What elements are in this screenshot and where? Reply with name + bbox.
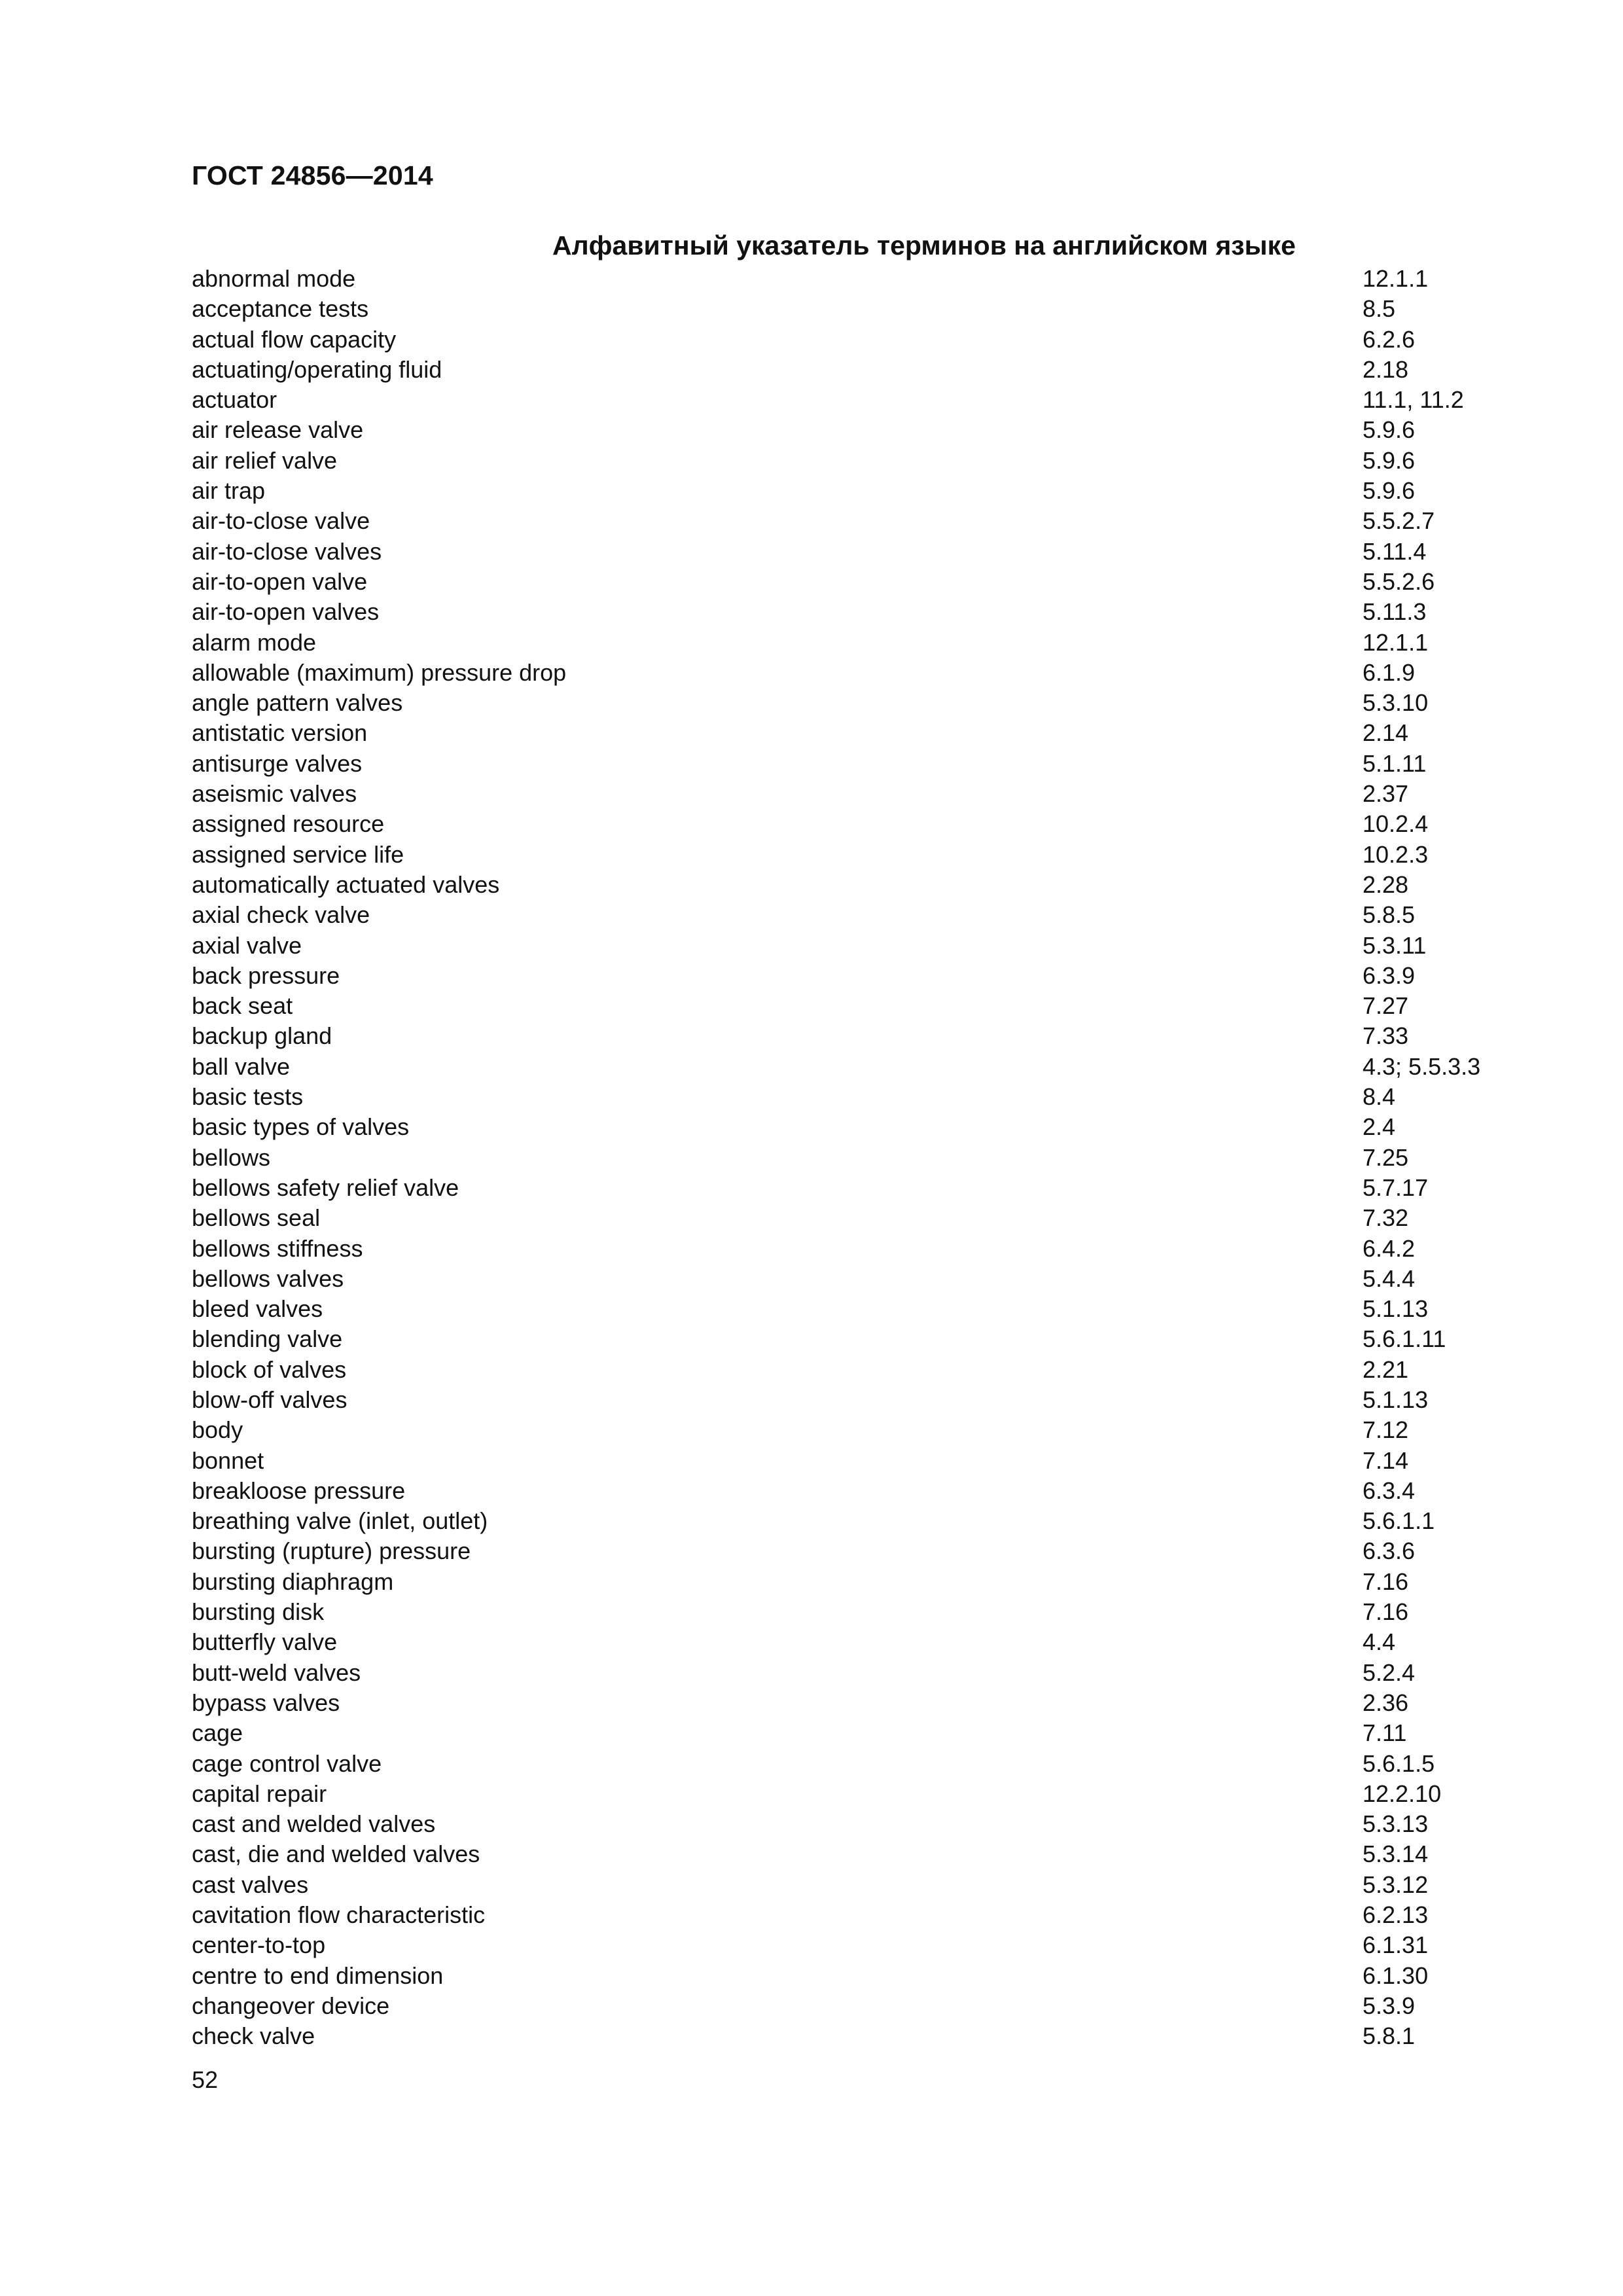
index-clause-ref: 8.5 (1363, 295, 1396, 323)
index-term: body (192, 1416, 243, 1444)
index-clause-ref: 7.16 (1363, 1598, 1409, 1626)
index-term: center-to-top (192, 1931, 326, 1959)
index-entry (192, 1658, 1514, 1688)
index-term: air release valve (192, 416, 364, 444)
index-clause-ref: 10.2.4 (1363, 810, 1429, 838)
index-entry (192, 1688, 1514, 1718)
index-term: centre to end dimension (192, 1962, 444, 1989)
index-entry (192, 506, 1514, 536)
index-term: air trap (192, 477, 266, 505)
index-entry (192, 718, 1514, 748)
index-term: capital repair (192, 1780, 327, 1807)
index-entry (192, 1506, 1514, 1536)
index-term: cast and welded valves (192, 1810, 436, 1838)
index-entry (192, 1900, 1514, 1930)
index-term: back seat (192, 992, 293, 1020)
index-clause-ref: 5.1.13 (1363, 1295, 1429, 1323)
index-term: actual flow capacity (192, 325, 397, 353)
index-clause-ref: 5.6.1.5 (1363, 1749, 1435, 1777)
index-clause-ref: 6.3.6 (1363, 1537, 1416, 1565)
index-entry (192, 1536, 1514, 1566)
index-term: bonnet (192, 1446, 264, 1474)
index-entry (192, 1870, 1514, 1900)
index-clause-ref: 5.3.14 (1363, 1840, 1429, 1868)
index-clause-ref: 5.7.17 (1363, 1174, 1429, 1201)
index-clause-ref: 5.3.12 (1363, 1871, 1429, 1898)
index-clause-ref: 4.4 (1363, 1628, 1396, 1656)
index-clause-ref: 5.1.11 (1363, 749, 1427, 777)
index-entry (192, 1173, 1514, 1203)
index-clause-ref: 4.3; 5.5.3.3 (1363, 1052, 1481, 1080)
index-term: butt-weld valves (192, 1659, 361, 1686)
index-term: basic types of valves (192, 1113, 410, 1141)
index-term: bellows stiffness (192, 1234, 363, 1262)
index-entry (192, 1021, 1514, 1051)
index-entry (192, 1415, 1514, 1445)
index-term: acceptance tests (192, 295, 369, 323)
index-entry (192, 537, 1514, 567)
index-entry (192, 294, 1514, 324)
index-term: assigned resource (192, 810, 385, 838)
index-entry (192, 325, 1514, 355)
index-term: axial check valve (192, 901, 370, 929)
index-entry (192, 749, 1514, 779)
index-term: bypass valves (192, 1689, 340, 1716)
index-term: air relief valve (192, 446, 338, 474)
index-clause-ref: 5.6.1.11 (1363, 1325, 1446, 1353)
index-clause-ref: 2.28 (1363, 870, 1409, 898)
index-entry (192, 1143, 1514, 1173)
index-entry (192, 1203, 1514, 1233)
index-clause-ref: 6.1.31 (1363, 1931, 1429, 1959)
index-entry (192, 264, 1514, 294)
index-clause-ref: 5.3.9 (1363, 1992, 1416, 2019)
index-clause-ref: 12.2.10 (1363, 1780, 1442, 1807)
index-entry (192, 1112, 1514, 1142)
index-clause-ref: 5.11.3 (1363, 598, 1427, 626)
index-entry (192, 1567, 1514, 1597)
index-clause-ref: 5.3.11 (1363, 931, 1427, 959)
index-title-text: Алфавитный указатель терминов на английском языке (552, 230, 1296, 260)
index-term: backup gland (192, 1022, 332, 1050)
index-entry (192, 1839, 1514, 1869)
index-term: cavitation flow characteristic (192, 1901, 486, 1929)
index-entry (192, 931, 1514, 961)
index-entry (192, 628, 1514, 658)
index-entry (192, 1476, 1514, 1506)
index-term: bellows safety relief valve (192, 1174, 459, 1201)
index-entry (192, 840, 1514, 870)
index-entry (192, 567, 1514, 597)
index-clause-ref: 7.12 (1363, 1416, 1409, 1444)
index-term: antisurge valves (192, 749, 363, 777)
index-clause-ref: 2.21 (1363, 1355, 1409, 1383)
index-clause-ref: 5.3.13 (1363, 1810, 1429, 1838)
index-clause-ref: 7.14 (1363, 1446, 1409, 1474)
index-clause-ref: 2.18 (1363, 355, 1409, 383)
index-term: bursting disk (192, 1598, 325, 1626)
index-term: blending valve (192, 1325, 343, 1353)
index-term: actuating/operating fluid (192, 355, 442, 383)
term-index-list (192, 264, 1514, 2052)
index-entry (192, 1446, 1514, 1476)
index-term: assigned service life (192, 840, 404, 868)
index-term: check valve (192, 2022, 315, 2050)
index-entry (192, 1961, 1514, 1991)
index-entry (192, 1991, 1514, 2021)
index-entry (192, 688, 1514, 718)
index-entry (192, 900, 1514, 930)
index-term: allowable (maximum) pressure drop (192, 658, 567, 686)
index-term: bursting diaphragm (192, 1568, 394, 1595)
index-clause-ref: 7.11 (1363, 1719, 1407, 1747)
index-clause-ref: 6.4.2 (1363, 1234, 1416, 1262)
index-clause-ref: 5.9.6 (1363, 446, 1416, 474)
index-clause-ref: 12.1.1 (1363, 265, 1429, 292)
index-term: bleed valves (192, 1295, 323, 1323)
index-clause-ref: 6.1.9 (1363, 658, 1416, 686)
index-clause-ref: 5.3.10 (1363, 689, 1429, 717)
index-term: air-to-close valve (192, 507, 370, 535)
index-term: alarm mode (192, 628, 317, 656)
index-term: blow-off valves (192, 1386, 348, 1413)
index-entry (192, 1264, 1514, 1294)
index-entry (192, 1355, 1514, 1385)
index-entry (192, 1052, 1514, 1082)
index-term: cage (192, 1719, 243, 1747)
index-term: air-to-close valves (192, 537, 382, 565)
index-term: abnormal mode (192, 265, 356, 292)
index-entry (192, 415, 1514, 445)
index-clause-ref: 6.2.13 (1363, 1901, 1429, 1929)
index-clause-ref: 7.32 (1363, 1204, 1409, 1232)
index-entry (192, 779, 1514, 809)
index-clause-ref: 10.2.3 (1363, 840, 1429, 868)
index-term: butterfly valve (192, 1628, 338, 1656)
index-term: bellows seal (192, 1204, 321, 1232)
index-entry (192, 385, 1514, 415)
index-entry (192, 1930, 1514, 1960)
index-clause-ref: 7.27 (1363, 992, 1409, 1020)
index-term: ball valve (192, 1052, 291, 1080)
index-clause-ref: 5.5.2.7 (1363, 507, 1435, 535)
page-number: 52 (192, 2066, 219, 2093)
index-clause-ref: 5.5.2.6 (1363, 567, 1435, 595)
index-term: aseismic valves (192, 780, 357, 808)
index-term: changeover device (192, 1992, 390, 2019)
index-entry (192, 1627, 1514, 1657)
index-clause-ref: 2.4 (1363, 1113, 1396, 1141)
index-entry (192, 1749, 1514, 1779)
index-term: cast, die and welded valves (192, 1840, 480, 1868)
index-clause-ref: 5.8.1 (1363, 2022, 1416, 2050)
index-term: breathing valve (inlet, outlet) (192, 1507, 488, 1535)
index-clause-ref: 7.16 (1363, 1568, 1409, 1595)
index-term: antistatic version (192, 719, 368, 747)
index-entry (192, 1324, 1514, 1354)
index-clause-ref: 5.8.5 (1363, 901, 1416, 929)
index-clause-ref: 5.9.6 (1363, 416, 1416, 444)
index-entry (192, 1294, 1514, 1324)
index-clause-ref: 6.2.6 (1363, 325, 1416, 353)
index-term: cage control valve (192, 1749, 382, 1777)
index-entry (192, 1234, 1514, 1264)
index-entry (192, 1809, 1514, 1839)
index-entry (192, 476, 1514, 506)
index-term: basic tests (192, 1083, 304, 1111)
index-term: angle pattern valves (192, 689, 403, 717)
index-clause-ref: 5.11.4 (1363, 537, 1427, 565)
index-entry (192, 961, 1514, 991)
index-entry (192, 1779, 1514, 1809)
index-term: automatically actuated valves (192, 870, 500, 898)
index-term: actuator (192, 386, 277, 414)
index-term: back pressure (192, 961, 340, 989)
index-term: air-to-open valve (192, 567, 368, 595)
index-entry (192, 991, 1514, 1021)
index-entry (192, 809, 1514, 839)
index-clause-ref: 6.1.30 (1363, 1962, 1429, 1989)
index-term: bellows (192, 1143, 271, 1171)
index-entry (192, 1082, 1514, 1112)
index-clause-ref: 5.2.4 (1363, 1659, 1416, 1686)
index-term: breakloose pressure (192, 1477, 406, 1504)
index-clause-ref: 11.1, 11.2 (1363, 386, 1464, 414)
standard-header: ГОСТ 24856—2014 (192, 160, 433, 190)
index-clause-ref: 12.1.1 (1363, 628, 1429, 656)
index-clause-ref: 7.25 (1363, 1143, 1409, 1171)
index-entry (192, 870, 1514, 900)
index-entry (192, 1597, 1514, 1627)
index-term: axial valve (192, 931, 302, 959)
index-clause-ref: 8.4 (1363, 1083, 1396, 1111)
index-term: air-to-open valves (192, 598, 380, 626)
index-entry (192, 355, 1514, 385)
index-entry (192, 446, 1514, 476)
index-clause-ref: 7.33 (1363, 1022, 1409, 1050)
index-term: bellows valves (192, 1265, 344, 1292)
index-entry (192, 1718, 1514, 1748)
index-term: cast valves (192, 1871, 309, 1898)
index-entry (192, 2021, 1514, 2051)
index-clause-ref: 2.37 (1363, 780, 1409, 808)
index-clause-ref: 5.6.1.1 (1363, 1507, 1435, 1535)
index-title (0, 230, 1623, 261)
index-clause-ref: 5.4.4 (1363, 1265, 1416, 1292)
index-clause-ref: 5.9.6 (1363, 477, 1416, 505)
index-clause-ref: 6.3.9 (1363, 961, 1416, 989)
index-clause-ref: 6.3.4 (1363, 1477, 1416, 1504)
index-entry (192, 1385, 1514, 1415)
index-clause-ref: 2.36 (1363, 1689, 1409, 1716)
index-entry (192, 658, 1514, 688)
index-clause-ref: 2.14 (1363, 719, 1409, 747)
index-entry (192, 597, 1514, 627)
index-term: block of valves (192, 1355, 347, 1383)
index-clause-ref: 5.1.13 (1363, 1386, 1429, 1413)
index-term: bursting (rupture) pressure (192, 1537, 471, 1565)
